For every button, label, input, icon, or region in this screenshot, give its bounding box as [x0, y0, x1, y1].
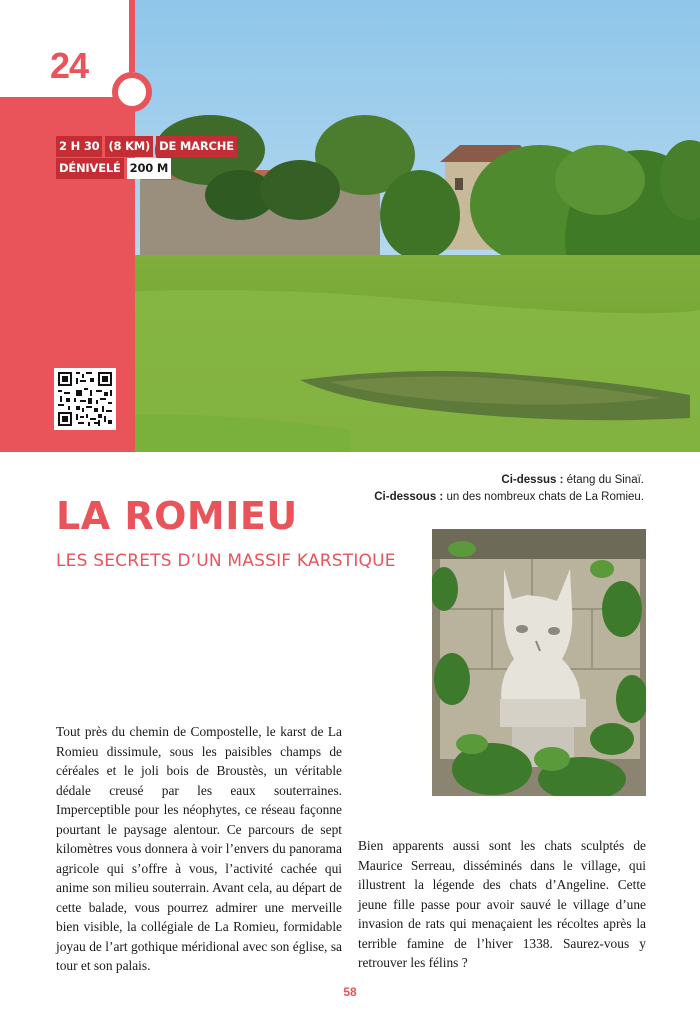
- elevation-value: 200 M: [127, 158, 171, 179]
- body-column-1: [56, 722, 342, 976]
- duration-time: 2 H 30: [56, 136, 102, 157]
- walk-info: [56, 136, 237, 180]
- duration-row: [56, 136, 237, 157]
- photo-captions: [374, 472, 644, 506]
- body-paragraph-1: Tout près du chemin de Compostelle, le karst de La Romieu dissimule, sous les paisibles champs de céréales et le joli bois de Broustès, un véritable dédale creusé par les eaux souterraines. Imperceptible pour les néophytes, ce réseau façonne pourtant le paysage alentour. Ce parcours de sept kilomètres vous donnera à voir l’envers du panorama agricole qui s’offre à vous, l’activité cachée qui anime son milieu souterrain. Avant cela, au départ de cette balade, vous pourrez admirer une merveille bien visible, la collégiale de La Romieu, formidable joyau de l’art gothique méridional avec son église, sa tour et son palais.: [56, 724, 342, 973]
- elevation-label: DÉNIVELÉ: [56, 158, 124, 179]
- caption-above: [374, 472, 644, 489]
- walk-number: 24: [50, 45, 89, 86]
- elevation-row: [56, 158, 237, 179]
- page-title: LA ROMIEU: [56, 494, 298, 538]
- route-marker-icon: [112, 72, 152, 112]
- page-subtitle: LES SECRETS D’UN MASSIF KARSTIQUE: [56, 551, 396, 571]
- page-number: 58: [343, 985, 357, 999]
- caption-below: [374, 489, 644, 506]
- body-column-2: [358, 836, 646, 973]
- duration-distance: (8 KM): [105, 136, 153, 157]
- duration-label: DE MARCHE: [156, 136, 237, 157]
- qr-code-icon[interactable]: [54, 368, 116, 430]
- cat-sculpture-photo: [432, 529, 646, 796]
- caption-above-text: étang du Sinaï.: [566, 474, 644, 486]
- caption-below-text: un des nombreux chats de La Romieu.: [446, 491, 644, 503]
- body-paragraph-2: Bien apparents aussi sont les chats sculptés de Maurice Serreau, disséminés dans le village, qui illustrent la légende des chats d’Angeline. Cette jeune fille passe pour avoir sauvé le village d’une invasion de rats qui menaçaient les récoltes après la terrible famine de l’hiver 1338. Saurez-vous y retrouver les félins ?: [358, 838, 646, 970]
- caption-below-label: Ci-dessous :: [374, 491, 444, 503]
- caption-above-label: Ci-dessus :: [501, 474, 564, 486]
- route-line: [129, 0, 135, 72]
